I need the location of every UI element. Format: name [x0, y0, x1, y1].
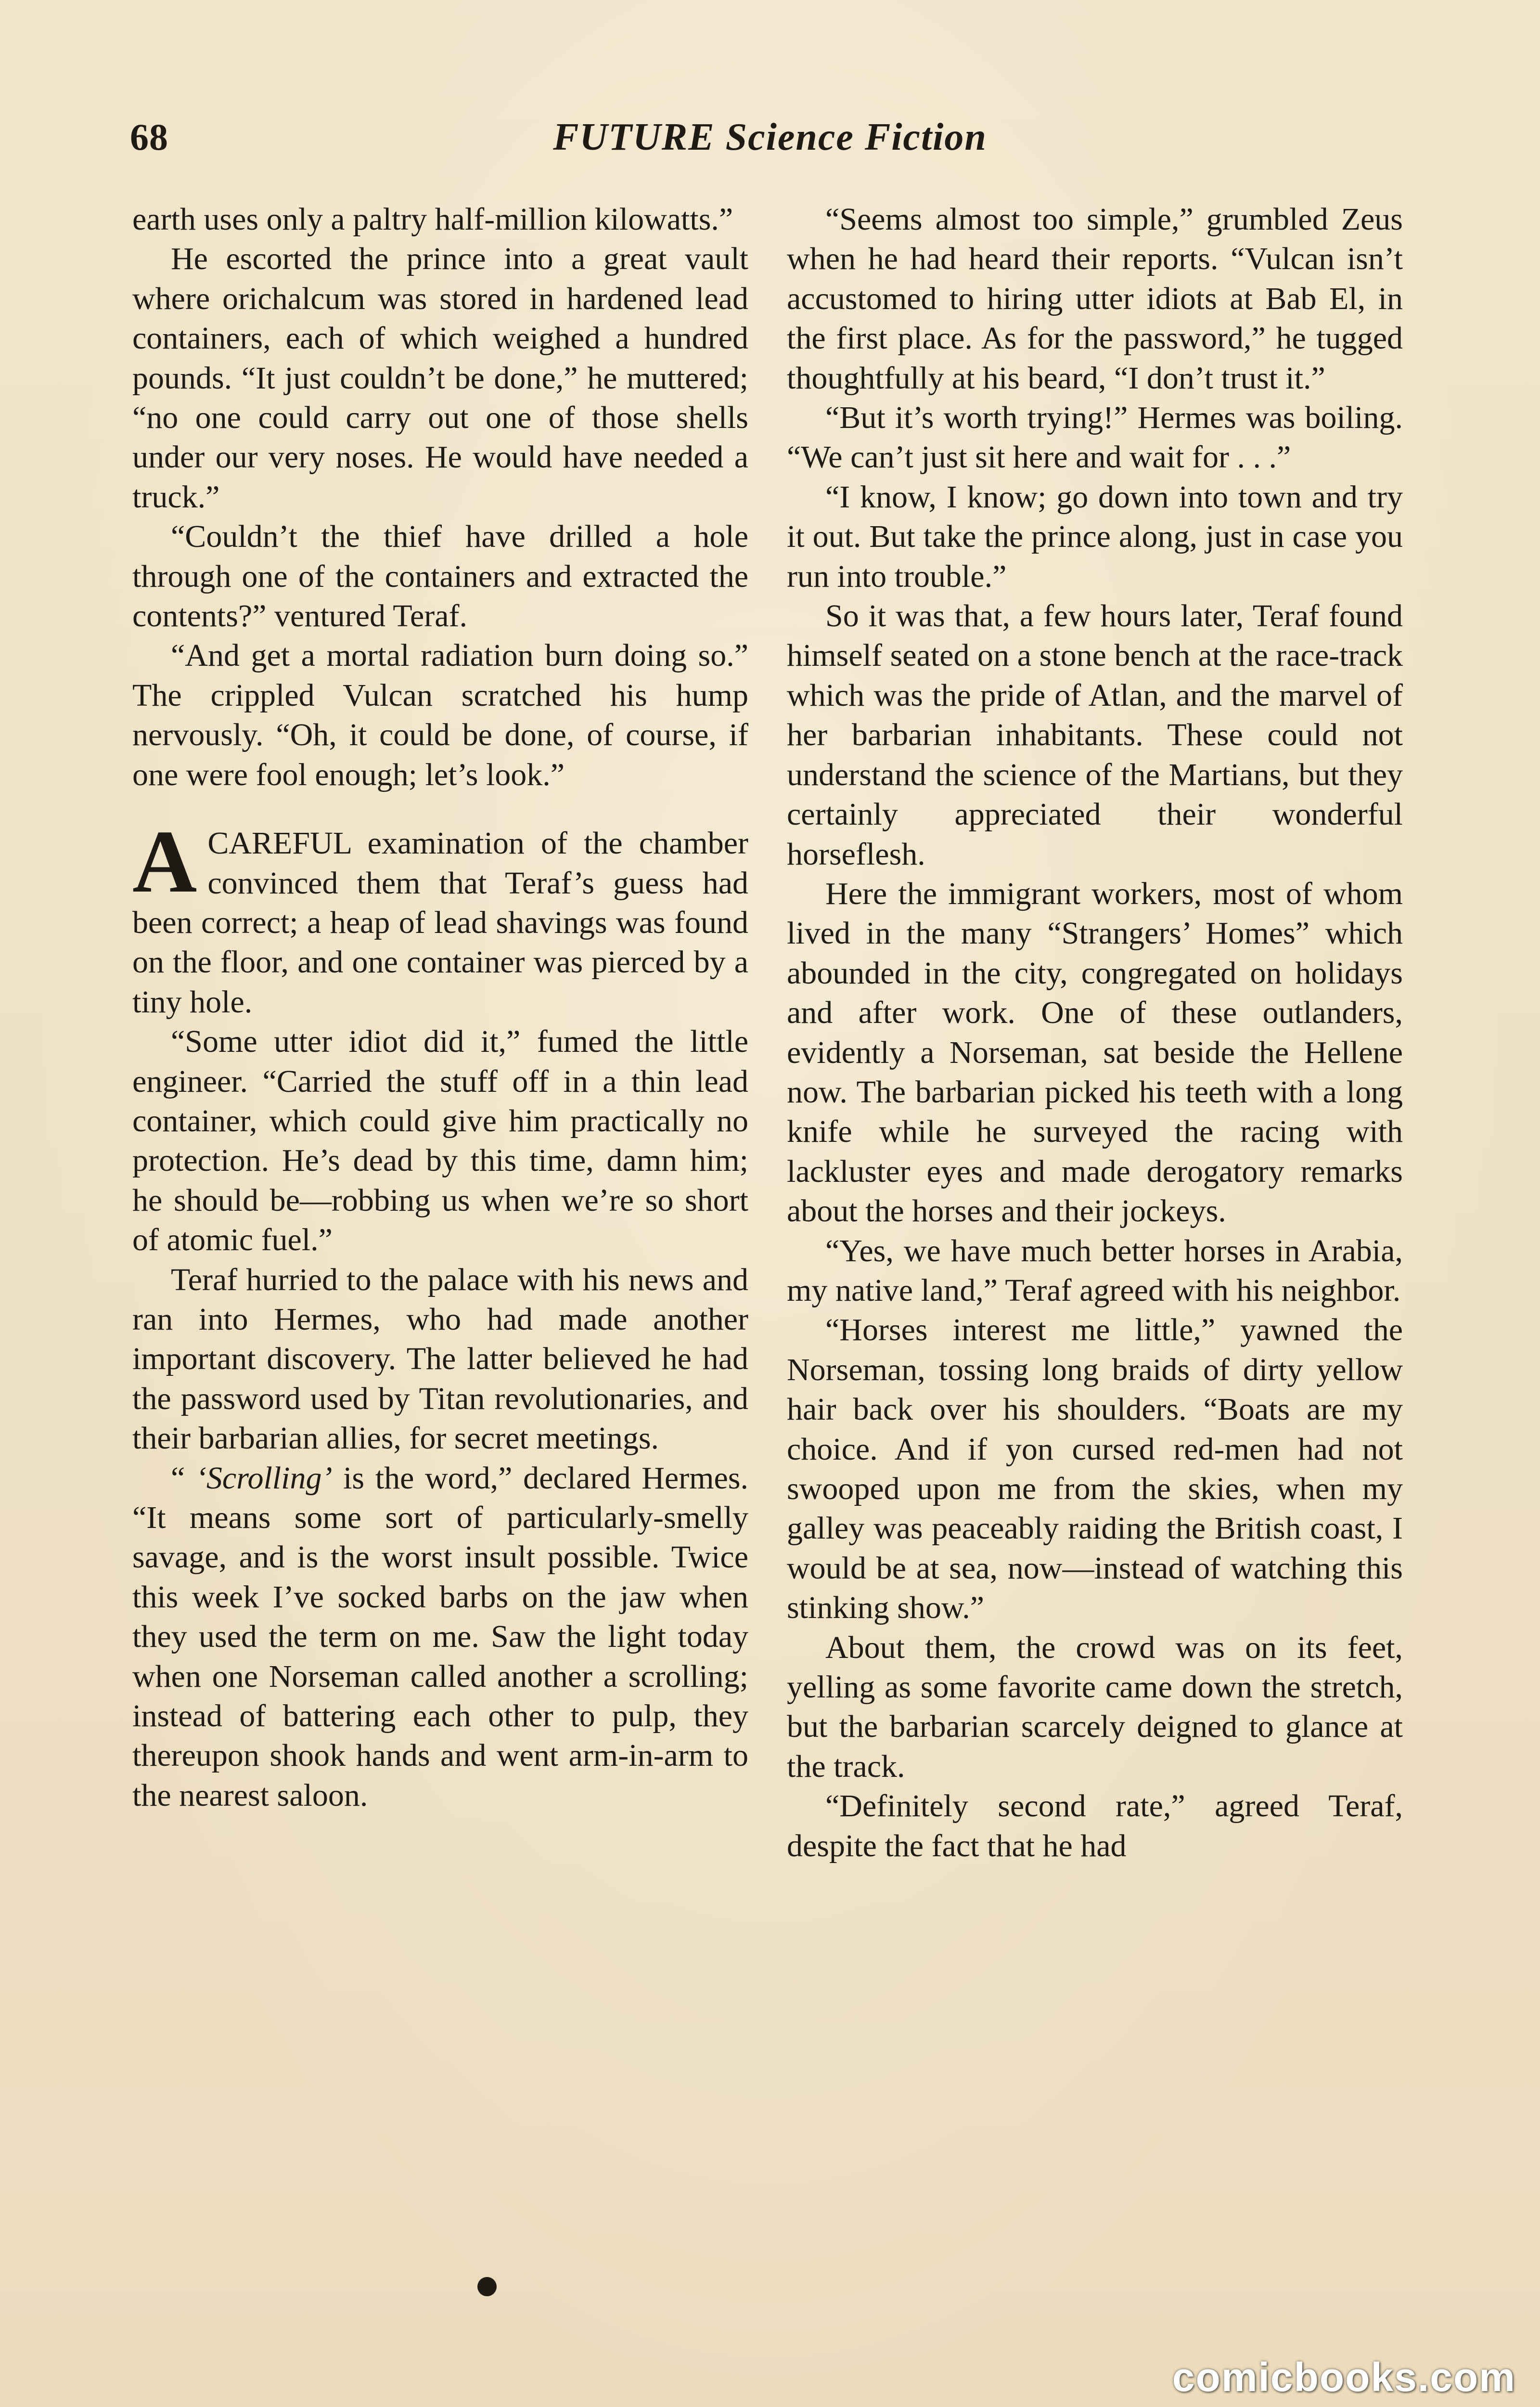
right-column [787, 200, 1403, 1866]
paragraph-text: is the word,” declared Hermes. “It means some sort of particularly-smelly savage, and is the worst insult possible. Twice this week I’ve socked barbs on the jaw when they used the term on me. Saw the light today when one Norseman called another a scrolling; instead of battering each other to pulp, they thereupon shook hands and went arm-in-arm to the nearest saloon. [132, 1460, 748, 1813]
italic-word: ‘Scrolling’ [195, 1460, 333, 1496]
paragraph: “Couldn’t the thief have drilled a hole through one of the containers and extracted the contents?” ventured Teraf. [132, 519, 748, 634]
paragraph: “Some utter idiot did it,” fumed the little engineer. “Carried the stuff off in a thin lead container, which could give him practically no protection. He’s dead by this time, damn him; he should be—robbing us when we’re so short of atomic fuel.” [132, 1024, 748, 1258]
paragraph [132, 1459, 748, 1816]
paragraph: “Seems almost too simple,” grumbled Zeus when he had heard their reports. “Vulcan isn’t accustomed to hiring utter idiots at Bab El, in the first place. As for the password,” he tugged thoughtfully at his beard, “I don’t trust it.” [787, 202, 1403, 396]
paragraph: “Horses interest me little,” yawned the Norseman, tossing long braids of dirty yellow hair back over his shoulders. “Boats are my choice. And if yon cursed red-men had not swooped upon me from the skies, when my galley was peaceably raiding the British coast, I would be at sea, now—instead of watching this stinking show.” [787, 1312, 1403, 1626]
paragraph-text: CAREFUL examination of the chamber convinced them that Teraf’s guess had been correct; a heap of lead shavings was found on the floor, and one container was pierced by a tiny hole. [132, 826, 748, 1020]
quote-open: “ [171, 1460, 196, 1496]
section-break-dot [477, 2277, 497, 2296]
drop-cap: A [132, 812, 197, 912]
paragraph: Teraf hurried to the palace with his news and ran into Hermes, who had made another important discovery. The latter believed he had the password used by Titan revolutionaries, and their barbarian allies, for secret meetings. [132, 1262, 748, 1456]
running-header-title: FUTURE Science Fiction [553, 116, 987, 158]
paragraph: earth uses only a paltry half-million kilowatts.” [132, 202, 733, 237]
paragraph: “And get a mortal radiation burn doing so.” The crippled Vulcan scratched his hump nervously. “Oh, it could be done, of course, if one were fool enough; let’s look.” [132, 638, 748, 792]
paragraph: “I know, I know; go down into town and try it out. But take the prince along, just in case you run into trouble.” [787, 479, 1403, 594]
paragraph: “But it’s worth trying!” Hermes was boiling. “We can’t just sit here and wait for . . .” [787, 400, 1403, 475]
paragraph: “Yes, we have much better horses in Arabia, my native land,” Teraf agreed with his neighbor. [787, 1233, 1403, 1308]
paragraph: “Definitely second rate,” agreed Teraf, despite the fact that he had [787, 1788, 1403, 1863]
paragraph: He escorted the prince into a great vault where orichalcum was stored in hardened lead containers, each of which weighed a hundred pounds. “It just couldn’t be done,” he muttered; “no one could carry out one of those shells under our very noses. He would have needed a truck.” [132, 241, 748, 515]
page-number: 68 [130, 116, 168, 158]
paragraph: About them, the crowd was on its feet, yelling as some favorite came down the stretch, but the barbarian scarcely deigned to glance at the track. [787, 1630, 1403, 1784]
section-start-paragraph [132, 812, 748, 1022]
left-column [132, 200, 748, 1815]
watermark: comicbooks.com [1172, 2355, 1516, 2400]
paragraph: So it was that, a few hours later, Teraf found himself seated on a stone bench at the race-track which was the pride of Atlan, and the marvel of her barbarian inhabitants. These could not understand the science of the Martians, but they certainly appreciated their wonderful horseflesh. [787, 598, 1403, 872]
paragraph: Here the immigrant workers, most of whom lived in the many “Strangers’ Homes” which abounded in the city, congregated on holidays and after work. One of these outlanders, evidently a Norseman, sat beside the Hellene now. The barbarian picked his teeth with a long knife while he surveyed the racing with lackluster eyes and made derogatory remarks about the horses and their jockeys. [787, 876, 1403, 1229]
